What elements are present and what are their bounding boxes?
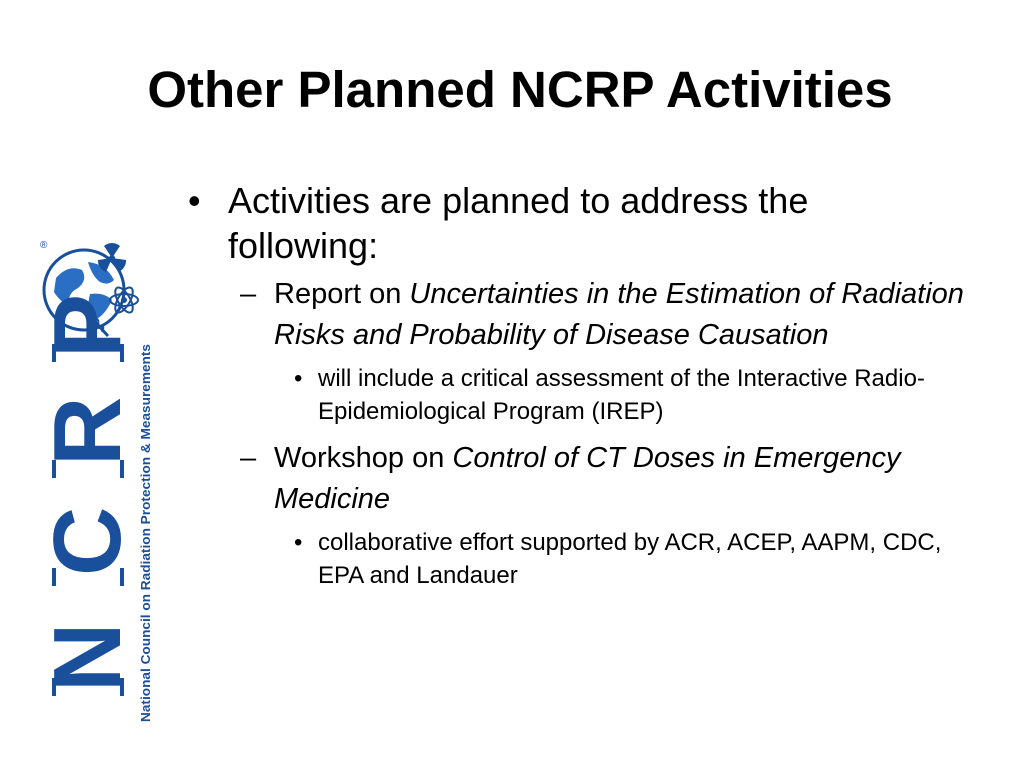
logo-letter-n: N bbox=[34, 622, 141, 692]
workshop-detail-text: collaborative effort supported by ACR, ACEP, AAPM, CDC, EPA and Landauer bbox=[318, 529, 942, 589]
workshop-prefix: Workshop on bbox=[274, 442, 453, 474]
registered-mark: ® bbox=[40, 240, 48, 251]
logo-tagline: National Council on Radiation Protection & Measurements bbox=[138, 356, 153, 722]
dash-marker: – bbox=[240, 278, 257, 310]
logo-letter-c: C bbox=[34, 506, 141, 576]
bullet-workshop bbox=[186, 438, 966, 520]
bullet-marker: • bbox=[188, 180, 201, 221]
logo-letter-p: P bbox=[34, 293, 141, 358]
workshop-title: Control of CT Doses in Emergency Medicine bbox=[274, 442, 901, 515]
bullet-activities bbox=[186, 178, 966, 268]
report-prefix: Report on bbox=[274, 278, 410, 310]
bullet-workshop-detail bbox=[186, 526, 966, 592]
logo-letters bbox=[34, 294, 141, 692]
report-detail-text: will include a critical assessment of the Interactive Radio-Epidemiological Program (IREP) bbox=[318, 365, 925, 425]
slide-body bbox=[186, 178, 966, 602]
bullet-marker: • bbox=[294, 529, 303, 556]
logo-letter-r: R bbox=[34, 396, 141, 466]
bullet-marker: • bbox=[294, 365, 303, 392]
bullet-text: Activities are planned to address the following: bbox=[228, 180, 809, 266]
bullet-report bbox=[186, 274, 966, 356]
bullet-report-detail bbox=[186, 362, 966, 428]
report-title: Uncertainties in the Estimation of Radiation Risks and Probability of Disease Causation bbox=[274, 278, 964, 351]
ncrp-logo bbox=[16, 228, 176, 736]
dash-marker: – bbox=[240, 442, 257, 474]
slide-title: Other Planned NCRP Activities bbox=[147, 61, 893, 118]
